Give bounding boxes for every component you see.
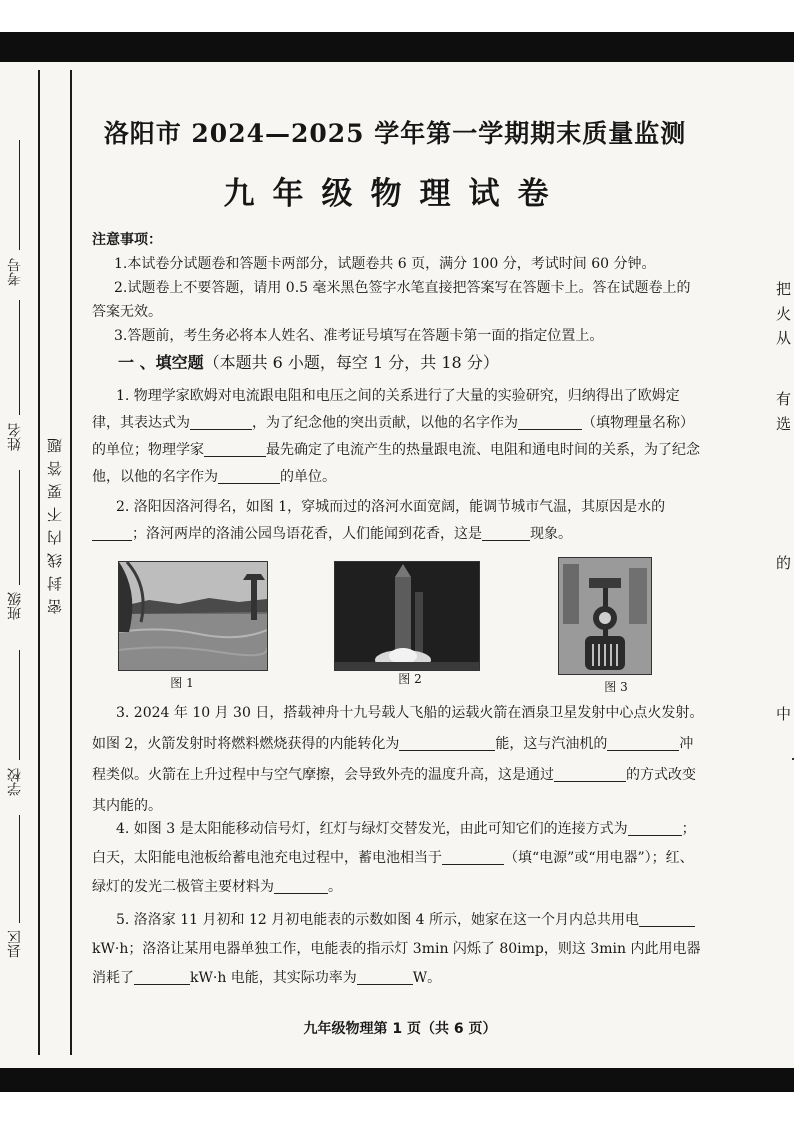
figure-2-caption: 图 2 <box>398 672 422 686</box>
seal-line-notice: 密封线内不要答题 <box>46 430 64 614</box>
question-3 <box>92 698 704 822</box>
figure-2-rocket-launch-photo <box>334 561 480 671</box>
question-text: 的单位。 <box>280 469 336 485</box>
question-text: 。 <box>328 879 342 895</box>
exam-subtitle: 九年级物理试卷 <box>223 176 567 212</box>
answer-blank <box>482 524 530 541</box>
name-label: 姓名 <box>7 423 23 451</box>
class-blank <box>19 470 20 585</box>
question-text: 3. 2024 年 10 月 30 日，搭载神舟十九号载人飞船的运载火箭在酒泉卫星发射中心点火发射。如图 2，火箭发射时将燃料燃烧获得的内能转化为 <box>92 705 704 752</box>
section-detail: （本题共 6 小题，每空 1 分，共 18 分） <box>203 353 499 372</box>
name-blank <box>19 300 20 415</box>
question-4 <box>92 815 704 902</box>
question-text: 4. 如图 3 是太阳能移动信号灯，红灯与绿灯交替发光，由此可知它们的连接方式为 <box>116 821 628 837</box>
question-text: 能，这与汽油机的 <box>495 736 608 752</box>
question-text: （填“电源”或“用电器”）；红、绿灯的发光二极管主要材料为 <box>92 850 694 895</box>
scan-bottom-band <box>0 1068 794 1092</box>
next-page-edge-char: 有 <box>776 390 792 408</box>
question-text: 现象。 <box>530 526 572 542</box>
answer-blank <box>628 819 682 836</box>
question-text: ；洛河两岸的洛浦公园鸟语花香，人们能闻到花香，这是 <box>132 526 482 542</box>
district-blank <box>19 815 20 923</box>
answer-blank <box>639 910 695 927</box>
answer-blank <box>92 524 132 541</box>
question-text: W。 <box>412 970 442 986</box>
question-text: 冲程类似。火箭在上升过程中与空气摩擦，会导致外壳的温度升高，这是通过 <box>92 736 694 783</box>
figure-3-caption: 图 3 <box>604 680 628 694</box>
notes-item: 2.试题卷上不要答题，请用 0.5 毫米黑色签字水笔直接把答案写在答题卡上。答在试题卷上的答案无效。 <box>92 280 691 320</box>
notes-heading: 注意事项： <box>92 232 162 248</box>
scan-top-band <box>0 32 794 62</box>
answer-blank <box>357 968 413 985</box>
question-text: ；白天，太阳能电池板给蓄电池充电过程中，蓄电池相当于 <box>92 821 696 866</box>
question-text: 2. 洛阳因洛河得名，如图 1，穿城而过的洛河水面宽阔，能调节城市气温，其原因是水的 <box>116 499 666 515</box>
question-text: 1. 物理学家欧姆对电流跟电阻和电压之间的关系进行了大量的实验研究，归纳得出了欧姆定律，其表达式为 <box>92 388 680 431</box>
next-page-edge-char: 从 <box>776 329 792 347</box>
section-heading <box>118 350 499 373</box>
answer-blank <box>607 734 679 751</box>
class-label: 班级 <box>7 592 23 620</box>
answer-blank <box>134 968 190 985</box>
figure-1-river-photo <box>118 561 268 671</box>
question-text: ，为了纪念他的突出贡献，以他的名字作为 <box>252 415 518 431</box>
answer-blank <box>204 440 266 457</box>
question-5 <box>92 906 704 993</box>
school-blank <box>19 650 20 760</box>
exam-title: 洛阳市 2024—2025 学年第一学期期末质量监测 <box>103 119 687 148</box>
answer-blank <box>554 765 626 782</box>
next-page-edge-char: 中 <box>776 705 792 723</box>
next-page-edge-char: 的 <box>776 554 792 572</box>
question-1 <box>92 383 704 491</box>
page-footer: 九年级物理第 1 页（共 6 页） <box>303 1021 497 1037</box>
binding-line-inner <box>70 70 72 1055</box>
answer-blank <box>399 734 495 751</box>
answer-blank <box>190 413 252 430</box>
binding-line-outer <box>38 70 40 1055</box>
exam-number-blank <box>19 140 20 250</box>
question-text: （填物理量名称）的单位；物理学家 <box>92 415 694 458</box>
question-2 <box>92 494 704 548</box>
figure-3-traffic-light-photo <box>558 557 652 675</box>
next-page-edge-char: 选 <box>776 415 792 433</box>
notes-item: 1.本试卷分试题卷和答题卡两部分，试题卷共 6 页，满分 100 分，考试时间 60 分钟。 <box>114 256 656 272</box>
school-label: 学校 <box>7 768 23 796</box>
district-label: 县区 <box>7 930 23 958</box>
answer-blank <box>518 413 582 430</box>
question-text: kW·h 电能，其实际功率为 <box>190 970 357 986</box>
notes-item: 3.答题前，考生务必将本人姓名、准考证号填写在答题卡第一面的指定位置上。 <box>114 328 604 344</box>
question-text: 5. 洛洛家 11 月初和 12 月初电能表的示数如图 4 所示，她家在这一个月内总共用电 <box>116 912 640 928</box>
section-title: 一 、填空题 <box>118 353 204 372</box>
figure-1-caption: 图 1 <box>170 676 194 690</box>
answer-blank <box>218 467 280 484</box>
next-page-edge-char: 把 <box>776 280 792 298</box>
notes-block <box>92 228 702 348</box>
next-page-edge-char: 火 <box>776 305 792 323</box>
question-text: kW·h；洛洛让某用电器单独工作，电能表的指示灯 3min 闪烁了 80imp，则这 3min 内此用电器消耗了 <box>92 941 701 986</box>
question-text: 的方式改变其内能的。 <box>92 767 696 814</box>
answer-blank <box>274 877 328 894</box>
answer-blank <box>442 848 504 865</box>
question-text: 最先确定了电流产生的热量跟电流、电阻和通电时间的关系，为了纪念他，以他的名字作为 <box>92 442 700 485</box>
exam-number-label: 考号 <box>7 258 23 286</box>
